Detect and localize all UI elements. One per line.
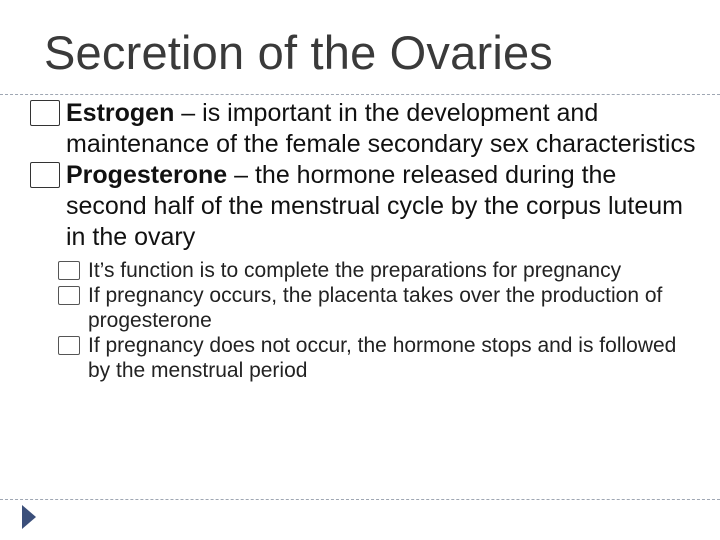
bullet-point-estrogen bbox=[30, 98, 700, 160]
bullet-square-icon bbox=[30, 162, 60, 188]
subpoint-function bbox=[58, 258, 700, 283]
slide-title: Secretion of the Ovaries bbox=[44, 26, 553, 79]
estrogen-description: – is important in the development and maintenance of the female secondary sex characteristics bbox=[66, 99, 696, 158]
play-arrow-icon[interactable] bbox=[22, 505, 36, 529]
subpoint-pregnancy-not-occur bbox=[58, 333, 700, 383]
subpoint-text: If pregnancy does not occur, the hormone stops and is followed by the menstrual period bbox=[88, 334, 677, 382]
sub-bullet-square-icon bbox=[58, 286, 80, 305]
subpoint-text: If pregnancy occurs, the placenta takes over the production of progesterone bbox=[88, 284, 663, 332]
footer-divider bbox=[0, 499, 720, 500]
term-progesterone: Progesterone bbox=[66, 161, 228, 189]
progesterone-description: – the hormone released during the second half of the menstrual cycle by the corpus luteum in the ovary bbox=[66, 161, 683, 251]
subpoint-text: It’s function is to complete the preparations for pregnancy bbox=[88, 259, 622, 282]
bullet-point-progesterone bbox=[30, 160, 700, 253]
title-divider bbox=[0, 94, 720, 95]
term-estrogen: Estrogen bbox=[66, 99, 175, 127]
sub-bullet-square-icon bbox=[58, 336, 80, 355]
subpoint-pregnancy-occurs bbox=[58, 283, 700, 333]
slide-body bbox=[30, 98, 700, 383]
sub-bullet-square-icon bbox=[58, 261, 80, 280]
bullet-square-icon bbox=[30, 100, 60, 126]
